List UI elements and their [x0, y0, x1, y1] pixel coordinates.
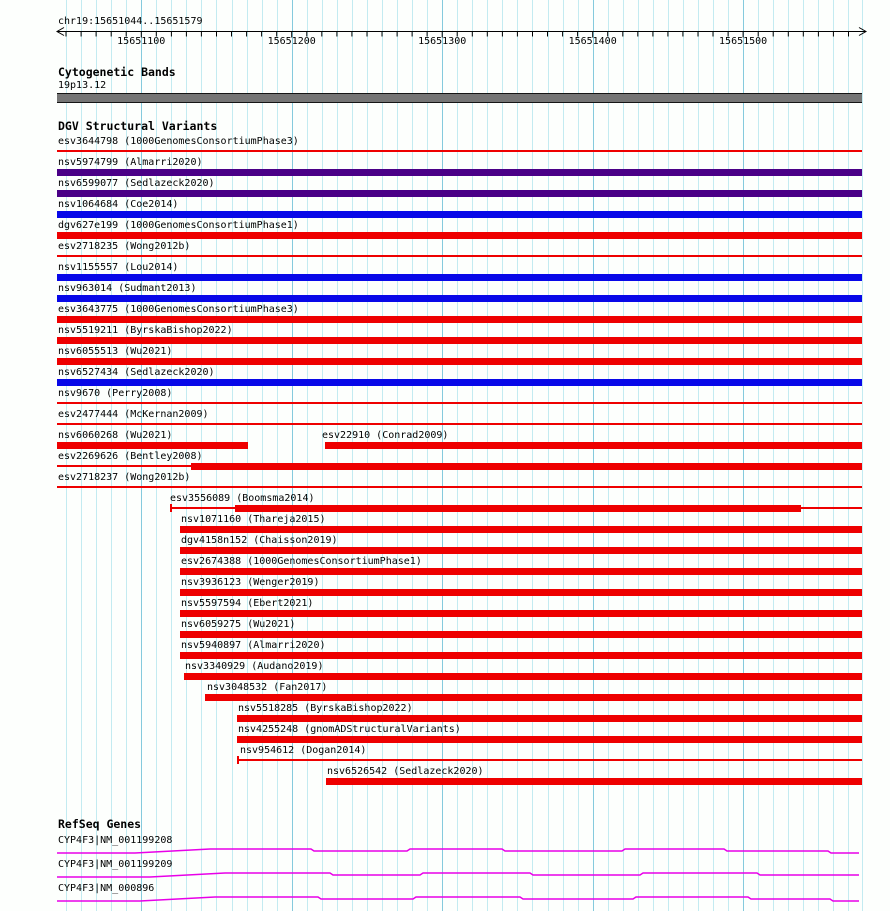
variant-label-nsv5597594[interactable]: nsv5597594 (Ebert2021) — [181, 598, 314, 609]
cytoband-label[interactable]: 19p13.12 — [58, 80, 107, 91]
variant-label-nsv9670[interactable]: nsv9670 (Perry2008) — [58, 388, 173, 399]
ruler-tick-label: 15651500 — [719, 36, 768, 47]
variant-label-nsv6599077[interactable]: nsv6599077 (Sedlazeck2020) — [58, 178, 215, 189]
variant-label-esv3643775[interactable]: esv3643775 (1000GenomesConsortiumPhase3) — [58, 304, 299, 315]
gene-line-2[interactable] — [57, 873, 859, 877]
variant-label-esv2674388[interactable]: esv2674388 (1000GenomesConsortiumPhase1) — [181, 556, 422, 567]
variant-label-nsv3936123[interactable]: nsv3936123 (Wenger2019) — [181, 577, 320, 588]
track-title-refseq-genes: RefSeq Genes — [58, 817, 142, 831]
variant-label-nsv6526542[interactable]: nsv6526542 (Sedlazeck2020) — [327, 766, 484, 777]
variant-label-esv2269626[interactable]: esv2269626 (Bentley2008) — [58, 451, 203, 462]
variant-label-nsv5974799[interactable]: nsv5974799 (Almarri2020) — [58, 157, 203, 168]
ruler-tick-label: 15651100 — [117, 36, 166, 47]
variant-label-esv2718235[interactable]: esv2718235 (Wong2012b) — [58, 241, 191, 252]
gene-line-3[interactable] — [57, 897, 859, 901]
gene-line-1[interactable] — [57, 849, 859, 853]
variant-label-nsv963014[interactable]: nsv963014 (Sudmant2013) — [58, 283, 197, 294]
ruler-tick-label: 15651300 — [418, 36, 467, 47]
variant-label-nsv6060268[interactable]: nsv6060268 (Wu2021) — [58, 430, 173, 441]
variant-label-nsv4255248[interactable]: nsv4255248 (gnomADStructuralVariants) — [238, 724, 461, 735]
variant-label-dgv4158n152[interactable]: dgv4158n152 (Chaisson2019) — [181, 535, 338, 546]
variant-label-esv2718237[interactable]: esv2718237 (Wong2012b) — [58, 472, 191, 483]
ruler-tick-label: 15651200 — [267, 36, 316, 47]
gene-label-3[interactable]: CYP4F3|NM_000896 — [58, 883, 155, 894]
variant-label-nsv1071160[interactable]: nsv1071160 (Thareja2015) — [181, 514, 326, 525]
variant-label-nsv5519211[interactable]: nsv5519211 (ByrskaBishop2022) — [58, 325, 233, 336]
variant-label-esv22910[interactable]: esv22910 (Conrad2009) — [322, 430, 449, 441]
variant-label-esv3644798[interactable]: esv3644798 (1000GenomesConsortiumPhase3) — [58, 136, 299, 147]
variant-label-nsv5518285[interactable]: nsv5518285 (ByrskaBishop2022) — [238, 703, 413, 714]
variant-label-esv2477444[interactable]: esv2477444 (McKernan2009) — [58, 409, 209, 420]
variant-label-nsv954612[interactable]: nsv954612 (Dogan2014) — [240, 745, 367, 756]
variant-label-esv3556089[interactable]: esv3556089 (Boomsma2014) — [170, 493, 315, 504]
variant-label-nsv6527434[interactable]: nsv6527434 (Sedlazeck2020) — [58, 367, 215, 378]
variant-label-dgv627e199[interactable]: dgv627e199 (1000GenomesConsortiumPhase1) — [58, 220, 299, 231]
variant-label-nsv3048532[interactable]: nsv3048532 (Fan2017) — [207, 682, 328, 693]
variant-label-nsv3340929[interactable]: nsv3340929 (Audano2019) — [185, 661, 324, 672]
variant-label-nsv6059275[interactable]: nsv6059275 (Wu2021) — [181, 619, 296, 630]
variant-label-nsv5940897[interactable]: nsv5940897 (Almarri2020) — [181, 640, 326, 651]
gene-label-2[interactable]: CYP4F3|NM_001199209 — [58, 859, 173, 870]
track-title-cytogenetic-bands: Cytogenetic Bands — [58, 65, 176, 79]
track-title-dgv-structural-variants: DGV Structural Variants — [58, 119, 218, 133]
variant-label-nsv6055513[interactable]: nsv6055513 (Wu2021) — [58, 346, 173, 357]
region-title: chr19:15651044..15651579 — [58, 16, 203, 27]
variant-label-nsv1155557[interactable]: nsv1155557 (Lou2014) — [58, 262, 179, 273]
variant-label-nsv1064684[interactable]: nsv1064684 (Coe2014) — [58, 199, 179, 210]
gene-label-1[interactable]: CYP4F3|NM_001199208 — [58, 835, 173, 846]
ruler-tick-label: 15651400 — [568, 36, 617, 47]
